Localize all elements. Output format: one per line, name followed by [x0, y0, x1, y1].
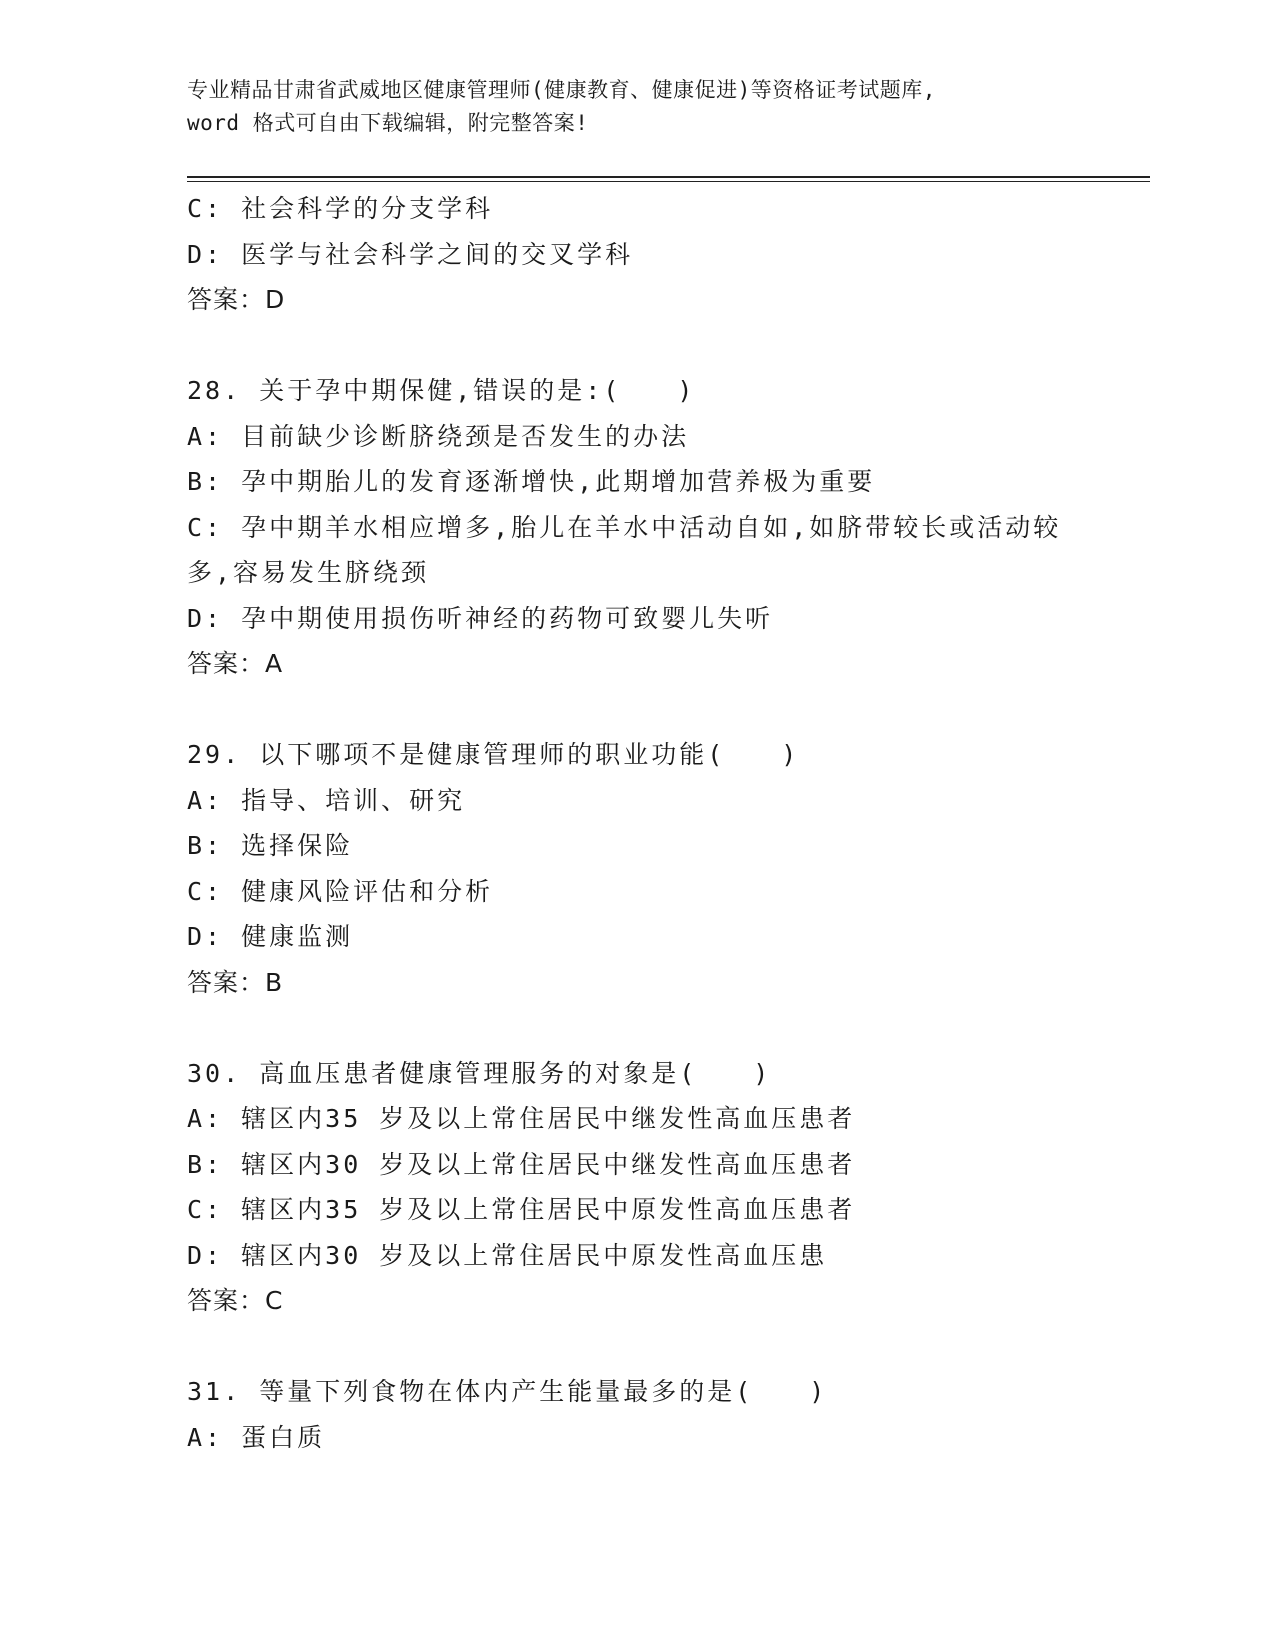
spacer	[187, 323, 1147, 369]
option-a: A: 目前缺少诊断脐绕颈是否发生的办法	[187, 421, 690, 451]
question-text: 31. 等量下列食物在体内产生能量最多的是( )	[187, 1377, 828, 1406]
page-header	[187, 74, 1087, 140]
option-c: C: 辖区内35 岁及以上常住居民中原发性高血压患者	[187, 1195, 856, 1224]
spacer	[187, 1324, 1147, 1370]
spacer	[187, 687, 1147, 733]
option-c: C: 社会科学的分支学科	[187, 194, 494, 223]
question-27	[187, 186, 1147, 323]
option-d: D: 孕中期使用损伤听神经的药物可致婴儿失听	[187, 603, 774, 633]
option-a: A: 蛋白质	[187, 1422, 326, 1452]
option-d: D: 医学与社会科学之间的交叉学科	[187, 239, 634, 269]
option-c-continued: 多,容易发生脐绕颈	[187, 558, 430, 587]
answer: 答案：D	[187, 285, 286, 314]
answer: 答案：A	[187, 649, 284, 678]
option-a: A: 指导、培训、研究	[187, 785, 466, 815]
header-line-1: 专业精品甘肃省武威地区健康管理师(健康教育、健康促进)等资格证考试题库,	[187, 78, 936, 102]
option-d: D: 健康监测	[187, 922, 354, 951]
option-a: A: 辖区内35 岁及以上常住居民中继发性高血压患者	[187, 1104, 856, 1133]
question-text: 28. 关于孕中期保健,错误的是:( )	[187, 376, 696, 405]
question-text: 30. 高血压患者健康管理服务的对象是( )	[187, 1058, 772, 1088]
spacer	[187, 1005, 1147, 1051]
question-30	[187, 1051, 1147, 1324]
option-b: B: 选择保险	[187, 831, 354, 860]
question-28	[187, 368, 1147, 687]
header-divider	[187, 176, 1150, 182]
option-c: C: 健康风险评估和分析	[187, 876, 494, 906]
question-31	[187, 1369, 1147, 1460]
question-list	[187, 186, 1147, 1460]
answer: 答案：C	[187, 1286, 284, 1315]
answer: 答案：B	[187, 967, 284, 997]
option-b: B: 辖区内30 岁及以上常住居民中继发性高血压患者	[187, 1149, 856, 1179]
option-d: D: 辖区内30 岁及以上常住居民中原发性高血压患	[187, 1240, 828, 1270]
question-29	[187, 732, 1147, 1005]
header-line-2: word 格式可自由下载编辑，附完整答案!	[187, 111, 589, 135]
option-c: C: 孕中期羊水相应增多,胎儿在羊水中活动自如,如脐带较长或活动较	[187, 512, 1062, 542]
question-text: 29. 以下哪项不是健康管理师的职业功能( )	[187, 740, 800, 769]
option-b: B: 孕中期胎儿的发育逐渐增快,此期增加营养极为重要	[187, 467, 876, 496]
